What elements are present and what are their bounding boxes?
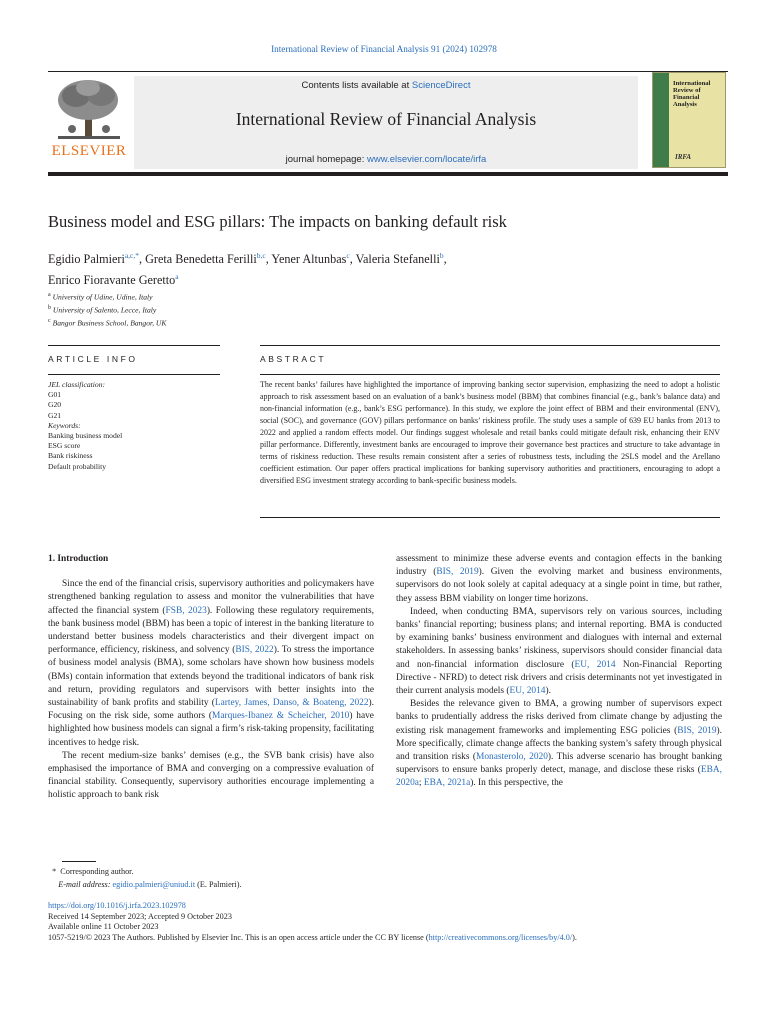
section-heading: 1. Introduction [48, 554, 109, 564]
contents-line [134, 80, 638, 91]
abstract-rule [260, 374, 720, 375]
body-column-right [396, 553, 722, 791]
email-suffix: (E. Palmieri). [195, 879, 242, 889]
jel-code: G21 [48, 410, 62, 420]
elsevier-logo [48, 76, 130, 168]
citation-link[interactable]: EBA, 2020a [396, 765, 722, 789]
keyword: Default probability [48, 461, 106, 471]
license-line [48, 933, 728, 944]
citation-link[interactable]: Marques-Ibanez & Scheicher, 2010 [211, 711, 350, 722]
journal-info-box [134, 76, 638, 169]
homepage-line [134, 154, 638, 165]
footnote-mark: * [52, 867, 57, 876]
article-info-top-rule [48, 345, 220, 346]
affiliation-sup: a [48, 292, 51, 298]
author-name[interactable]: Enrico Fioravante Geretto [48, 273, 176, 288]
elsevier-tree-icon [48, 76, 130, 146]
paragraph-text: ). In this perspective, the [470, 778, 563, 789]
citation-link[interactable]: BIS, 2019 [436, 567, 479, 578]
author-sup[interactable]: a [175, 272, 179, 282]
homepage-prefix: journal homepage: [285, 154, 367, 165]
jel-code: G20 [48, 400, 62, 410]
affiliation [48, 316, 166, 329]
affiliations [48, 290, 166, 328]
author-separator: , [349, 252, 356, 267]
affiliation-sup: c [48, 317, 51, 324]
email-label: E-mail address: [58, 879, 113, 889]
paragraph-text: Indeed, when conducting BMA, supervisors rely on various sources, including banks’ financial reporting; business plans; and internal reporting. BMA is conducted by examining banks’ business environment and dialogues with internal and external stakeholders. In assessing banks’ riskiness, supervisors should consider financial data and non-financial information disclosure ( [396, 606, 722, 670]
author-list [48, 247, 708, 289]
body-column-left [48, 553, 374, 803]
body-paragraph [396, 553, 722, 606]
author-sup[interactable]: a,c,* [124, 251, 140, 260]
paragraph-text: ). Focusing on the risk side, some authors ( [48, 698, 374, 722]
corresponding-author-note [48, 866, 242, 879]
jel-code: G01 [48, 390, 62, 400]
author-separator: , [265, 252, 272, 267]
paragraph-text: Non-Financial Reporting Directive - NFRD) to detect risk drivers and crisis determinants not yet investigated in their current analysis models ( [396, 659, 722, 697]
journal-citation[interactable]: International Review of Financial Analysis 91 (2024) 102978 [271, 44, 497, 54]
paragraph-text: ) have highlighted how business models can signal a firm’s risk-taking propensity, facilitating incentives to hedge risk. [48, 711, 374, 748]
license-text: 1057-5219/© 2023 The Authors. Published by Elsevier Inc. This is an open access article under the CC BY license ( [48, 932, 429, 942]
author-name[interactable]: Yener Altunbas [271, 252, 347, 267]
article-metadata [48, 901, 728, 943]
journal-masthead [48, 71, 728, 176]
elsevier-wordmark: ELSEVIER [51, 143, 127, 159]
author-separator: , [139, 252, 146, 267]
footnote-text: Corresponding author. [60, 867, 134, 876]
paragraph-text: ). Following these regulatory requirements, the bank business model (BBM) has been a topic of interest in the banking literature to understand better business models characteristics and their divergent impact on performance, efficiency, riskiness, and solvency ( [48, 605, 374, 656]
author-sup[interactable]: b [439, 251, 444, 260]
article-info-heading: ARTICLE INFO [48, 354, 138, 364]
email-note [48, 879, 242, 892]
paragraph-text: assessment to minimize these adverse events and contagion effects in the banking industry ( [396, 554, 722, 578]
cover-title: International Review of Financial Analysis [673, 80, 711, 108]
license-link[interactable]: http://creativecommons.org/licenses/by/4.0/ [428, 932, 573, 942]
author-name[interactable]: Greta Benedetta Ferilli [145, 252, 257, 267]
citation-link[interactable]: EU, 2014 [574, 659, 616, 670]
keyword: ESG score [48, 441, 81, 451]
body-paragraph [396, 606, 722, 698]
keywords-label: Keywords: [48, 420, 81, 430]
footnote-rule [62, 861, 96, 862]
affiliation-sup: b [48, 304, 51, 311]
paragraph-text: Besides the relevance given to BMA, a growing number of supervisors expect banks to prudentially address the risks derived from climate change by adjusting the existing risk management frameworks and implementing ESG policies ( [396, 699, 722, 736]
body-paragraph [48, 578, 374, 750]
contents-prefix: Contents lists available at [301, 80, 412, 91]
received-dates: Received 14 September 2023; Accepted 9 October 2023 [48, 911, 232, 921]
article-title: Business model and ESG pillars: The impacts on banking default risk [48, 212, 507, 231]
journal-name: International Review of Financial Analysis [235, 109, 537, 129]
jel-label: JEL classification: [48, 380, 106, 389]
paragraph-text: ). [545, 686, 551, 697]
author-sup[interactable]: c [346, 251, 350, 260]
citation-link[interactable]: EU, 2014 [509, 686, 546, 697]
citation-link[interactable]: Monasterolo, 2020 [476, 752, 548, 763]
author-separator: , [443, 252, 447, 267]
author-sup[interactable]: b,c [256, 251, 266, 260]
paragraph-text: Since the end of the financial crisis, supervisory authorities and policymakers have strengthened banking regulation to assess and monitor the vulnerabilities that have affected the financial system ( [48, 579, 374, 616]
citation-link[interactable]: FSB, 2023 [165, 605, 207, 616]
doi-link[interactable]: https://doi.org/10.1016/j.irfa.2023.102978 [48, 901, 186, 910]
email-link[interactable]: egidio.palmieri@uniud.it [112, 879, 196, 889]
body-paragraph [396, 698, 722, 790]
journal-cover-thumbnail[interactable] [652, 72, 726, 168]
keyword: Banking business model [48, 431, 123, 441]
citation-link[interactable]: BIS, 2019 [677, 725, 717, 736]
paragraph-text: ; [418, 778, 424, 789]
author-name[interactable]: Egidio Palmieri [48, 252, 125, 267]
affiliation [48, 290, 166, 303]
affiliation-text: University of Udine, Udine, Italy [52, 292, 153, 302]
paragraph-text: ). This adverse scenario has brought banking supervisors to ensure banks properly detect, manage, and disclose these risks ( [396, 752, 722, 776]
abstract-bottom-rule [260, 517, 720, 518]
keyword: Bank riskiness [48, 451, 93, 461]
sciencedirect-link[interactable]: ScienceDirect [411, 80, 471, 91]
citation-link[interactable]: Lartey, James, Danso, & Boateng, 2022 [214, 698, 369, 709]
paragraph-text: ). To stress the importance of business model analysis (BMA), some scholars have shown how business models (BMs) contain information that extends beyond the traditional indicators of bank risk and return, providing regulators and supervisors with better insights into the sustainability of bank profits and stability ( [48, 645, 374, 709]
abstract-text: The recent banks’ failures have highlighted the importance of improving banking sector supervision, emphasizing the need to adopt a holistic approach to risk assessment based on an evaluation of a bank’s business model (BBM) that combines financial (e.g., bank’s balance data) and non-financial information (e.g., bank’s ESG performance). In this study, we explore the joint effect of BBM and their environmental (ENV), social (SOC), and governance (GOV) pillars performance on banks’ riskiness profile. The study uses a sample of 639 EU banks from 2013 to 2022 and applied a random effects model. Our findings suggest wholesale and retail banks could mitigate default risk, enhancing their ENV pillar performance. Differently, investment banks are encouraged to improve their governance best practices and structure to take advantage in terms of riskiness reduction. These results remain consistent after a series of robustness tests, including the 2SLS model and the Arellano coefficient estimation. Our paper offers practical implications for banking supervisory authorities and practitioners, encouraging to adopt a diversified ESG investment strategy according to bank-specific business models. [260, 380, 720, 485]
affiliation-text: University of Salento, Lecce, Italy [52, 305, 157, 315]
author-name[interactable]: Valeria Stefanelli [355, 252, 440, 267]
citation-link[interactable]: BIS, 2022 [235, 645, 274, 656]
online-date: Available online 11 October 2023 [48, 922, 159, 931]
cover-badge: IRFA [675, 153, 692, 161]
affiliation [48, 303, 166, 316]
footnotes [48, 866, 242, 891]
article-info [48, 380, 218, 472]
abstract-top-rule [260, 345, 720, 346]
paragraph-text: ). More specifically, climate change affects the banking system’s safety through physical and transition risks ( [396, 725, 723, 763]
license-text-end: ). [572, 932, 577, 942]
homepage-link[interactable]: www.elsevier.com/locate/irfa [367, 154, 487, 165]
abstract-heading: ABSTRACT [260, 354, 327, 364]
paragraph-text: ). Given the evolving market and business environments, supervisors do not look solely at capital adequacy at a single point in time, but rather, they assess BBM viability on longer time horizons. [396, 567, 722, 604]
body-paragraph: The recent medium-size banks’ demises (e.g., the SVB bank crisis) have also emphasised the importance of BMA and converging on a compressive evaluation of financial stability. Consequently, supervisory authorities encourage implementing a holistic approach to bank risk [48, 750, 374, 801]
citation-link[interactable]: EBA, 2021a [423, 778, 471, 789]
cover-strip [653, 73, 669, 167]
article-info-rule [48, 374, 220, 375]
affiliation-text: Bangor Business School, Bangor, UK [52, 318, 167, 328]
